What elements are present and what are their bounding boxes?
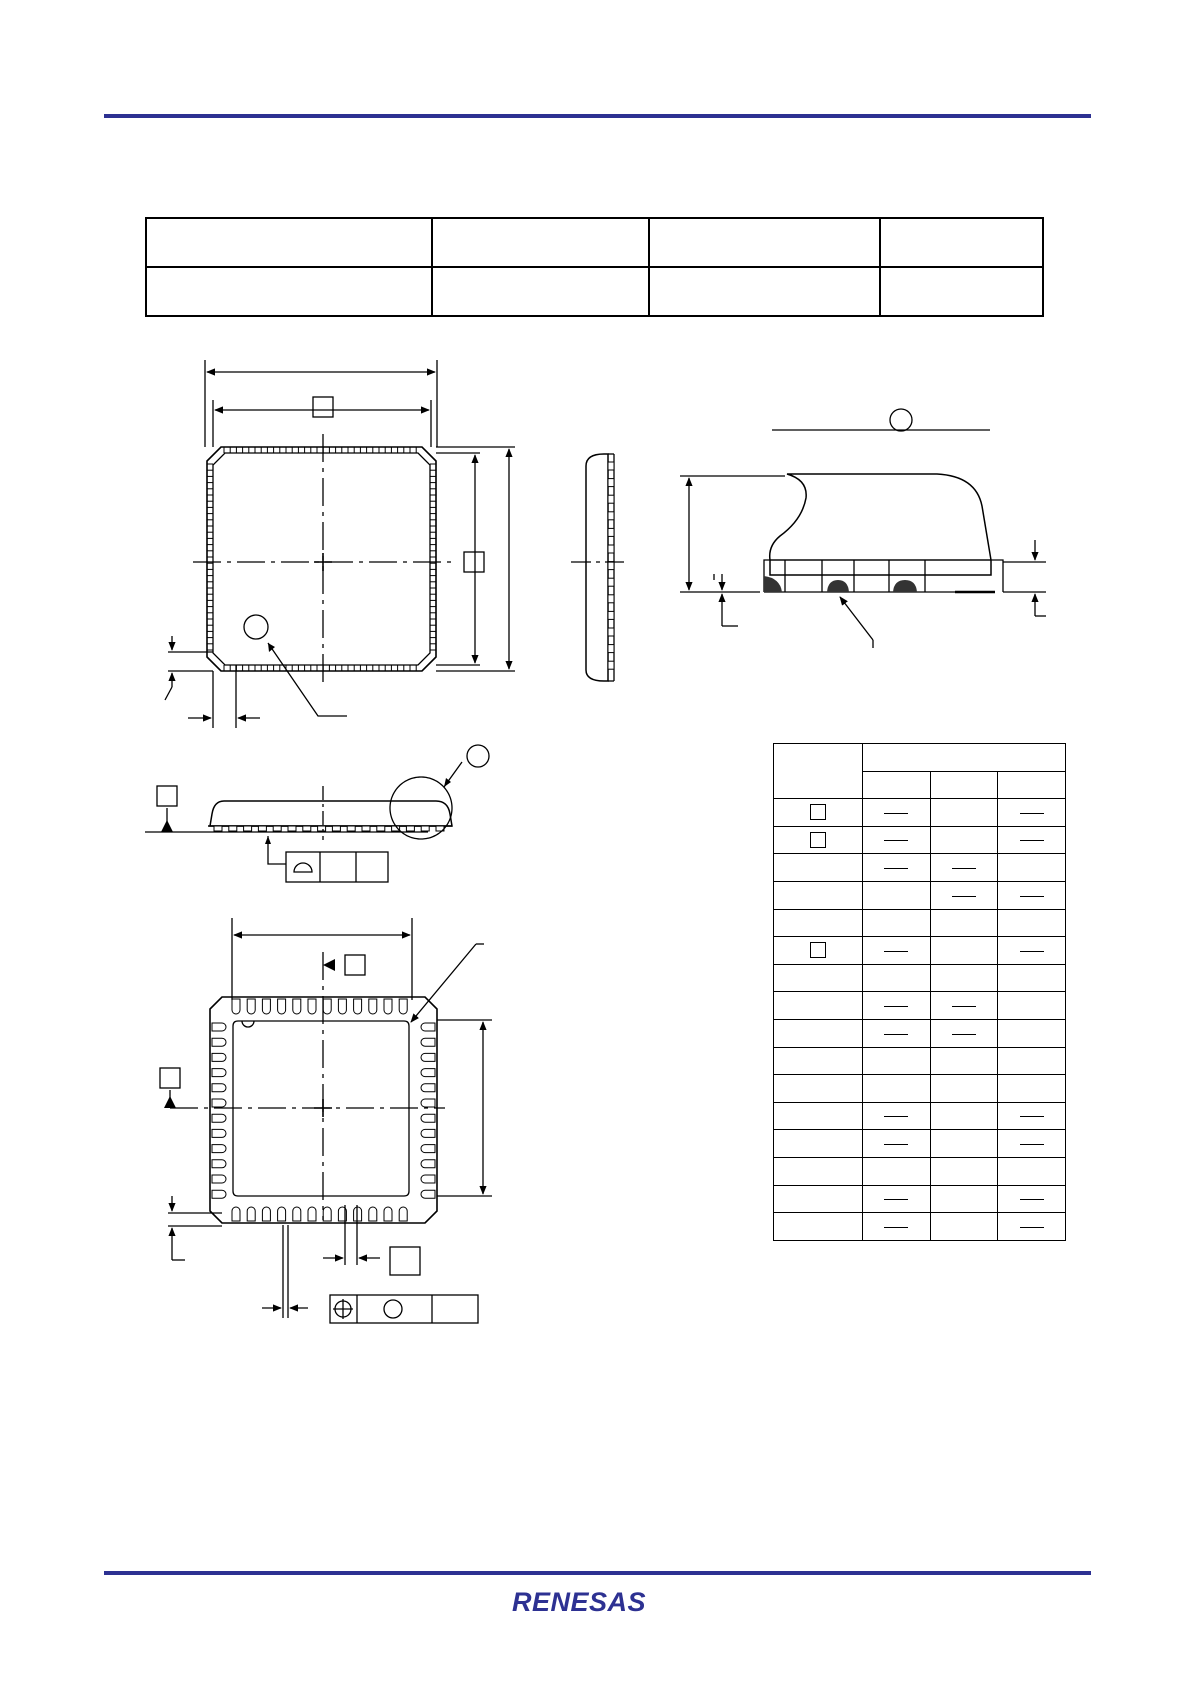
symbol-box: [810, 942, 826, 958]
table-row: [774, 1102, 1066, 1130]
bottom-pad: [369, 1207, 377, 1221]
table-cell: [930, 826, 998, 854]
dash-mark: [884, 1034, 908, 1035]
side-lead: [608, 545, 614, 553]
dash-mark: [1020, 1116, 1044, 1117]
front-lead: [421, 826, 429, 831]
table-cell: [863, 881, 931, 909]
side-lead: [608, 562, 614, 570]
dash-mark: [1020, 840, 1044, 841]
bottom-pad: [421, 1099, 435, 1107]
renesas-logo: [512, 1587, 646, 1617]
dash-mark: [884, 951, 908, 952]
table-cell: [930, 1047, 998, 1075]
table-cell: [930, 964, 998, 992]
table-row: [774, 964, 1066, 992]
table-cell: [998, 826, 1066, 854]
bottom-pad: [293, 1207, 301, 1221]
bottom-pad: [384, 1207, 392, 1221]
side-lead: [608, 462, 614, 470]
table-row: [774, 1213, 1066, 1241]
bottom-view: [160, 918, 492, 1323]
bottom-pad: [212, 1084, 226, 1092]
dash-mark: [952, 896, 976, 897]
bottom-pad: [247, 999, 255, 1014]
dash-mark: [884, 840, 908, 841]
bottom-pad: [399, 999, 407, 1014]
table-cell: [930, 1019, 998, 1047]
table-cell: [998, 1102, 1066, 1130]
table-cell: [863, 1130, 931, 1158]
table-row: [774, 909, 1066, 937]
dimension-table: [773, 743, 1066, 1241]
tolerance-frame: [286, 852, 388, 882]
side-lead: [608, 611, 614, 619]
table-cell: [998, 881, 1066, 909]
bottom-pad: [421, 1160, 435, 1168]
bottom-pad: [421, 1084, 435, 1092]
table-cell: [998, 1075, 1066, 1103]
side-lead: [608, 628, 614, 636]
table-cell: [930, 1157, 998, 1185]
front-lead: [288, 826, 296, 831]
bottom-pad: [323, 1207, 331, 1221]
datum-box: [464, 552, 484, 572]
table-cell: [998, 964, 1066, 992]
table-row: [774, 1157, 1066, 1185]
table-cell: [774, 1213, 863, 1241]
bottom-pad: [384, 999, 392, 1014]
bottom-pad: [369, 999, 377, 1014]
dash-mark: [1020, 1227, 1044, 1228]
table-cell: [774, 744, 863, 799]
top-view: [165, 360, 515, 728]
front-lead: [229, 826, 237, 831]
bottom-pad: [212, 1145, 226, 1153]
table-cell: [774, 1157, 863, 1185]
bottom-pad: [262, 999, 270, 1014]
symbol-box: [810, 832, 826, 848]
table-cell: [998, 1019, 1066, 1047]
table-cell: [863, 1157, 931, 1185]
bottom-pad: [247, 1207, 255, 1221]
bottom-pad: [421, 1053, 435, 1061]
bottom-pad: [212, 1114, 226, 1122]
bottom-pad: [212, 1099, 226, 1107]
front-lead: [377, 826, 385, 831]
bottom-pad: [278, 1207, 286, 1221]
dash-mark: [1020, 951, 1044, 952]
datum-box: [313, 397, 333, 417]
table-cell: [863, 937, 931, 965]
bottom-pad: [262, 1207, 270, 1221]
table-cell: [863, 771, 931, 799]
table-cell: [930, 1130, 998, 1158]
bottom-pad: [293, 999, 301, 1014]
dash-mark: [1020, 896, 1044, 897]
detail-view: [680, 409, 1046, 648]
bottom-pad: [232, 999, 240, 1014]
bottom-pad: [212, 1023, 226, 1031]
pin1-index-mark: [244, 615, 268, 639]
side-lead: [608, 578, 614, 586]
bottom-pad: [212, 1160, 226, 1168]
table-cell: [774, 992, 863, 1020]
bottom-pad: [399, 1207, 407, 1221]
table-row: [774, 1019, 1066, 1047]
side-lead: [608, 661, 614, 669]
front-lead: [332, 826, 340, 831]
dash-mark: [884, 1199, 908, 1200]
dash-mark: [884, 1116, 908, 1117]
table-row: [774, 1047, 1066, 1075]
dash-mark: [884, 868, 908, 869]
side-lead: [608, 595, 614, 603]
datum-box: [345, 955, 365, 975]
front-lead: [362, 826, 370, 831]
logo-text: RENESAS: [512, 1586, 647, 1617]
bottom-pad: [308, 999, 316, 1014]
front-lead: [347, 826, 355, 831]
table-cell: [930, 854, 998, 882]
table-cell: [774, 1047, 863, 1075]
bottom-pad: [421, 1114, 435, 1122]
table-cell: [998, 937, 1066, 965]
table-cell: [863, 1185, 931, 1213]
bottom-pad: [421, 1145, 435, 1153]
table-cell: [930, 992, 998, 1020]
table-cell: [774, 1102, 863, 1130]
table-row: [774, 992, 1066, 1020]
side-lead: [608, 645, 614, 653]
table-cell: [998, 771, 1066, 799]
dash-mark: [952, 868, 976, 869]
table-cell: [998, 799, 1066, 827]
dash-mark: [952, 1006, 976, 1007]
bottom-pad: [354, 999, 362, 1014]
table-cell: [930, 771, 998, 799]
table-cell: [863, 992, 931, 1020]
front-lead: [258, 826, 266, 831]
table-cell: [863, 1075, 931, 1103]
bottom-pad: [232, 1207, 240, 1221]
table-row: [774, 1130, 1066, 1158]
table-cell: [774, 1130, 863, 1158]
table-cell: [863, 826, 931, 854]
bottom-pad: [212, 1069, 226, 1077]
dash-mark: [884, 1227, 908, 1228]
side-lead: [608, 479, 614, 487]
table-cell: [863, 1213, 931, 1241]
front-view: [145, 745, 489, 882]
detail-label-circle: [890, 409, 912, 431]
dash-mark: [884, 1144, 908, 1145]
table-cell: [863, 964, 931, 992]
table-cell: [774, 799, 863, 827]
table-cell: [863, 854, 931, 882]
bottom-pad: [212, 1190, 226, 1198]
bottom-pad: [421, 1175, 435, 1183]
dash-mark: [952, 1034, 976, 1035]
table-cell: [998, 1213, 1066, 1241]
dimension-box: [390, 1247, 420, 1275]
table-row: [774, 799, 1066, 827]
table-row: [774, 854, 1066, 882]
bottom-pad: [278, 999, 286, 1014]
table-cell: [863, 1047, 931, 1075]
table-row: [774, 937, 1066, 965]
dash-mark: [1020, 1144, 1044, 1145]
bottom-pad: [212, 1129, 226, 1137]
table-cell: [930, 799, 998, 827]
dash-mark: [884, 1006, 908, 1007]
front-lead: [244, 826, 252, 831]
table-row: [774, 826, 1066, 854]
side-lead: [608, 528, 614, 536]
datum-box: [157, 786, 177, 806]
bottom-pad: [338, 999, 346, 1014]
bottom-pad: [212, 1038, 226, 1046]
table-cell: [863, 1102, 931, 1130]
table-cell: [998, 1130, 1066, 1158]
front-lead: [273, 826, 281, 831]
table-cell: [930, 1102, 998, 1130]
dash-mark: [1020, 813, 1044, 814]
bottom-pad: [421, 1129, 435, 1137]
front-lead: [318, 826, 326, 831]
table-cell: [863, 1019, 931, 1047]
datum-box: [160, 1068, 180, 1088]
table-row: [774, 1185, 1066, 1213]
bottom-pad: [212, 1053, 226, 1061]
table-row: [774, 881, 1066, 909]
table-cell: [998, 1157, 1066, 1185]
table-cell: [998, 1047, 1066, 1075]
table-cell: [998, 854, 1066, 882]
table-row: [774, 1075, 1066, 1103]
table-cell: [998, 909, 1066, 937]
table-cell: [774, 881, 863, 909]
table-cell: [863, 909, 931, 937]
table-cell: [930, 1213, 998, 1241]
table-cell: [774, 1075, 863, 1103]
table-cell: [863, 799, 931, 827]
table-cell: [930, 937, 998, 965]
dash-mark: [884, 813, 908, 814]
table-cell: [998, 992, 1066, 1020]
side-lead: [608, 512, 614, 520]
bottom-pad: [421, 1038, 435, 1046]
front-lead: [214, 826, 222, 831]
table-cell: [774, 909, 863, 937]
table-cell: [774, 1185, 863, 1213]
bottom-pad: [323, 999, 331, 1014]
table-cell: [774, 826, 863, 854]
bottom-pad: [308, 1207, 316, 1221]
table-cell: [863, 744, 1066, 772]
side-lead: [608, 495, 614, 503]
symbol-box: [810, 804, 826, 820]
front-lead: [406, 826, 414, 831]
bottom-pad: [212, 1175, 226, 1183]
table-cell: [930, 881, 998, 909]
bottom-pad: [421, 1190, 435, 1198]
bottom-pad: [421, 1069, 435, 1077]
table-cell: [774, 854, 863, 882]
table-cell: [930, 909, 998, 937]
bottom-rule: [104, 1571, 1091, 1575]
table-cell: [774, 937, 863, 965]
front-lead: [303, 826, 311, 831]
table-cell: [930, 1185, 998, 1213]
table-cell: [998, 1185, 1066, 1213]
table-cell: [930, 1075, 998, 1103]
side-view: [571, 454, 624, 681]
table-cell: [774, 964, 863, 992]
dash-mark: [1020, 1199, 1044, 1200]
bottom-pad: [421, 1023, 435, 1031]
table-cell: [774, 1019, 863, 1047]
table-row: [774, 744, 1066, 772]
